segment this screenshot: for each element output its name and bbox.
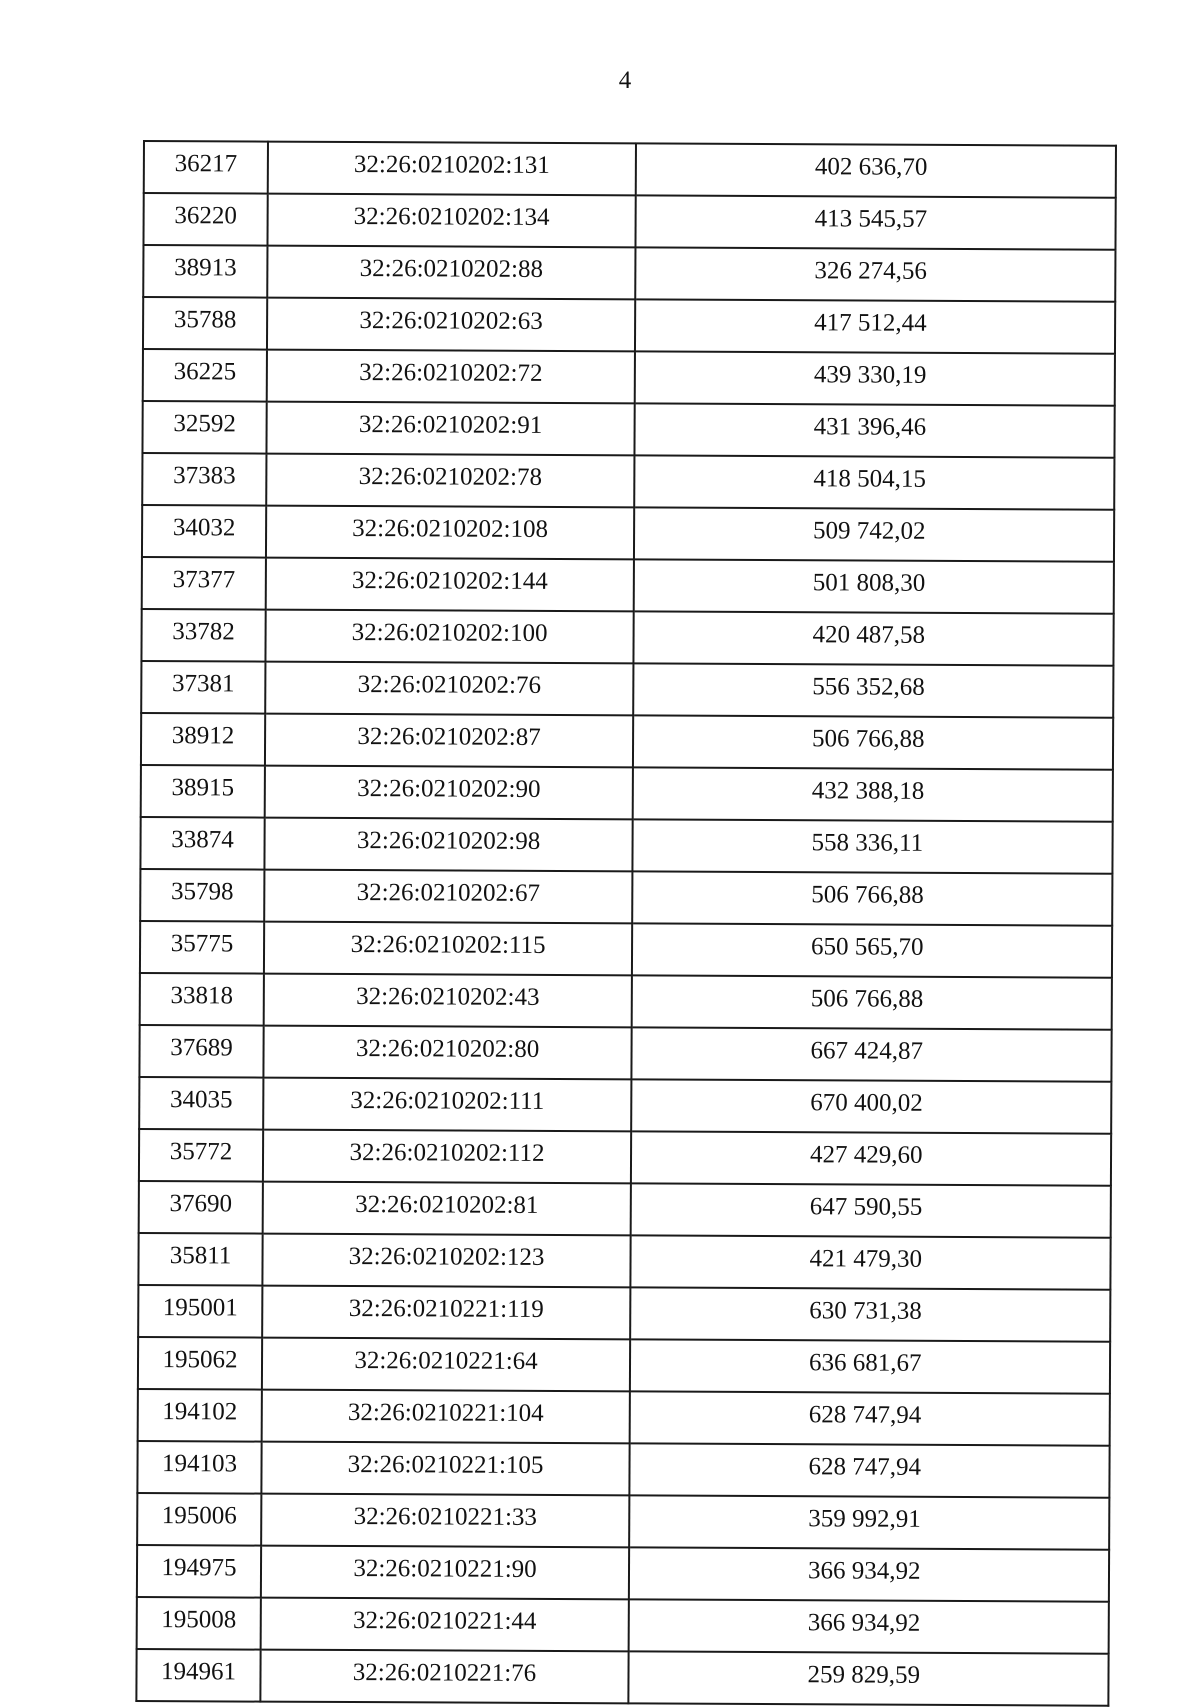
table-row [140,869,1112,926]
cell-cadastral-number: 32:26:0210202:43 [264,974,632,1028]
cell-cadastral-value: 636 681,67 [630,1339,1110,1393]
cell-cadastral-value: 667 424,87 [631,1027,1111,1081]
cell-cadastral-value: 418 504,15 [634,455,1114,509]
table-row [143,349,1115,406]
cell-cadastral-number: 32:26:0210202:91 [266,402,634,456]
cell-cadastral-number: 32:26:0210221:64 [262,1338,630,1392]
table-row [140,921,1112,978]
cell-cadastral-value: 556 352,68 [633,663,1113,717]
cell-cadastral-value: 432 388,18 [633,767,1113,821]
cell-cadastral-number: 32:26:0210202:131 [268,142,636,196]
cell-cadastral-number: 32:26:0210202:134 [267,194,635,248]
cell-object-id: 35772 [139,1129,263,1182]
cell-cadastral-value: 439 330,19 [635,351,1115,405]
cell-object-id: 194961 [136,1649,260,1702]
cell-cadastral-number: 32:26:0210202:88 [267,246,635,300]
table-row [137,1545,1109,1602]
table-row [137,1597,1109,1654]
cell-object-id: 38912 [141,713,265,766]
table-row [138,1285,1110,1342]
cell-object-id: 37690 [139,1181,263,1234]
cell-cadastral-value: 427 429,60 [631,1131,1111,1185]
table-row [141,765,1113,822]
cell-cadastral-value: 628 747,94 [629,1443,1109,1497]
cell-object-id: 194102 [138,1389,262,1442]
table-row [138,1389,1110,1446]
cell-cadastral-value: 402 636,70 [636,143,1116,197]
table-row [142,453,1114,510]
cell-cadastral-number: 32:26:0210202:112 [263,1130,631,1184]
cell-object-id: 195062 [138,1337,262,1390]
cell-cadastral-value: 413 545,57 [635,195,1115,249]
table-row [142,505,1114,562]
cell-cadastral-value: 366 934,92 [629,1547,1109,1601]
cell-object-id: 33874 [140,817,264,870]
table-row [139,1077,1111,1134]
cell-object-id: 32592 [142,401,266,454]
cell-cadastral-number: 32:26:0210202:63 [267,298,635,352]
table-row [140,973,1112,1030]
table-row [144,141,1116,198]
cell-cadastral-value: 509 742,02 [634,507,1114,561]
table-row [139,1025,1111,1082]
table-row [138,1233,1110,1290]
cell-object-id: 36217 [144,141,268,194]
cell-cadastral-number: 32:26:0210221:104 [262,1390,630,1444]
cell-cadastral-value: 359 992,91 [629,1495,1109,1549]
cell-object-id: 36225 [143,349,267,402]
cell-cadastral-number: 32:26:0210202:108 [266,506,634,560]
table-row [141,661,1113,718]
cell-object-id: 35798 [140,869,264,922]
cell-cadastral-value: 630 731,38 [630,1287,1110,1341]
table-body [136,141,1116,1706]
cell-object-id: 34035 [139,1077,263,1130]
cell-cadastral-value: 506 766,88 [633,715,1113,769]
table-row [143,193,1115,250]
table-row [137,1441,1109,1498]
cell-cadastral-value: 558 336,11 [632,819,1112,873]
cell-cadastral-value: 650 565,70 [632,923,1112,977]
cell-object-id: 194103 [137,1441,261,1494]
cell-object-id: 37377 [142,557,266,610]
cell-cadastral-value: 670 400,02 [631,1079,1111,1133]
cell-cadastral-number: 32:26:0210221:33 [261,1494,629,1548]
cell-object-id: 195008 [137,1597,261,1650]
cell-object-id: 35788 [143,297,267,350]
cell-cadastral-value: 326 274,56 [635,247,1115,301]
cell-cadastral-number: 32:26:0210202:144 [266,558,634,612]
cell-cadastral-value: 420 487,58 [633,611,1113,665]
cell-object-id: 38913 [143,245,267,298]
cell-cadastral-number: 32:26:0210202:100 [265,610,633,664]
page-number: 4 [618,67,632,94]
cell-cadastral-value: 366 934,92 [629,1599,1109,1653]
cell-cadastral-number: 32:26:0210221:105 [261,1442,629,1496]
cell-object-id: 37383 [142,453,266,506]
cell-object-id: 35775 [140,921,264,974]
cell-object-id: 34032 [142,505,266,558]
cell-cadastral-value: 259 829,59 [628,1651,1108,1705]
cell-cadastral-value: 628 747,94 [630,1391,1110,1445]
cell-cadastral-number: 32:26:0210202:81 [263,1182,631,1236]
cell-cadastral-number: 32:26:0210202:78 [266,454,634,508]
cell-cadastral-number: 32:26:0210202:98 [264,818,632,872]
table-row [143,297,1115,354]
table-row [141,609,1113,666]
table-row [139,1129,1111,1186]
cell-object-id: 194975 [137,1545,261,1598]
cell-cadastral-value: 501 808,30 [634,559,1114,613]
cell-object-id: 195001 [138,1285,262,1338]
cell-cadastral-number: 32:26:0210221:44 [261,1598,629,1652]
cell-object-id: 195006 [137,1493,261,1546]
table-row [138,1337,1110,1394]
table-row [136,1649,1108,1706]
table-row [139,1181,1111,1238]
cell-cadastral-number: 32:26:0210202:87 [265,714,633,768]
cell-cadastral-number: 32:26:0210202:76 [265,662,633,716]
table-row [142,401,1114,458]
cell-object-id: 37689 [139,1025,263,1078]
table-row [142,557,1114,614]
table-row [137,1493,1109,1550]
cell-cadastral-number: 32:26:0210202:80 [263,1026,631,1080]
table-row [140,817,1112,874]
cell-object-id: 37381 [141,661,265,714]
cell-cadastral-number: 32:26:0210202:72 [267,350,635,404]
cell-cadastral-value: 506 766,88 [632,871,1112,925]
cell-cadastral-number: 32:26:0210221:90 [261,1546,629,1600]
cell-cadastral-number: 32:26:0210202:90 [265,766,633,820]
cell-cadastral-value: 506 766,88 [632,975,1112,1029]
cell-cadastral-number: 32:26:0210202:111 [263,1078,631,1132]
cell-cadastral-value: 431 396,46 [634,403,1114,457]
table-row [143,245,1115,302]
cell-cadastral-number: 32:26:0210221:76 [260,1650,628,1704]
cell-object-id: 36220 [143,193,267,246]
cell-object-id: 33782 [141,609,265,662]
cell-cadastral-number: 32:26:0210202:67 [264,870,632,924]
cell-object-id: 35811 [138,1233,262,1286]
cell-cadastral-number: 32:26:0210221:119 [262,1286,630,1340]
cell-cadastral-value: 417 512,44 [635,299,1115,353]
cell-cadastral-value: 421 479,30 [630,1235,1110,1289]
cell-cadastral-number: 32:26:0210202:115 [264,922,632,976]
cell-object-id: 38915 [141,765,265,818]
table-row [141,713,1113,770]
cell-object-id: 33818 [140,973,264,1026]
cell-cadastral-value: 647 590,55 [631,1183,1111,1237]
cadastral-value-table [135,140,1117,1707]
cell-cadastral-number: 32:26:0210202:123 [262,1234,630,1288]
